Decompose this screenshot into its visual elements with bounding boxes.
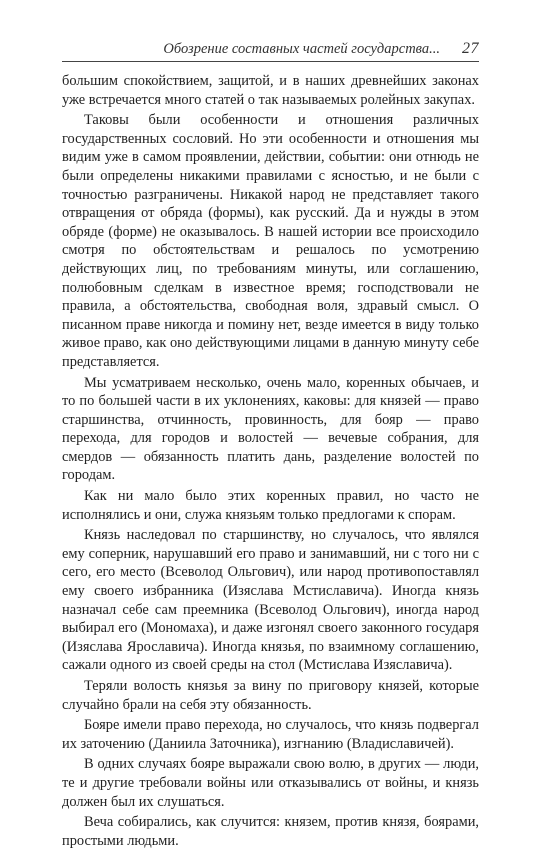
- paragraph-continued: большим спокойствием, защитой, и в наших древнейших законах уже встречается много статей о так называемых ролейных закупах.: [62, 73, 479, 108]
- paragraph: Веча собирались, как случится: князем, против князя, боярами, простыми людьми.: [62, 814, 479, 849]
- page-number: 27: [462, 40, 479, 57]
- running-header: [62, 40, 479, 62]
- paragraph: Как ни мало было этих коренных правил, но часто не исполнялись и они, служа князьям только предлогами к спорам.: [62, 488, 479, 523]
- paragraph: Князь наследовал по старшинству, но случалось, что являлся ему соперник, нарушавший его право и занимавший, ни с того ни с сего, его место (Всеволод Ольгович), или народ противопоставлял ему своего избранника (Изяслава Мстиславича). Иногда князь назначал себе сам преемника (Всеволод Ольгович), иногда народ выбирал его (Мономаха), и даже изгонял своего законного государя (Изяслава Ярославича). Иногда князья, по взаимному соглашению, сажали одного из своей среды на стол (Мстислава Изяславича).: [62, 527, 479, 674]
- paragraph: Бояре имели право перехода, но случалось, что князь подвергал их заточению (Даниила Заточника), изгнанию (Владиславичей).: [62, 717, 479, 752]
- paragraph: Теряли волость князья за вину по приговору князей, которые случайно брали на себя эту обязанность.: [62, 678, 479, 713]
- book-page: [62, 40, 479, 852]
- paragraph: Таковы были особенности и отношения различных государственных сословий. Но эти особенности и отношения мы видим уже в самом проявлении, действии, событии: они отнюдь не были определены никакими правилами с ясностью, и не были с точностью разграничены. Никакой народ не представляет такого отвращения от обряда (формы), как русский. Да и нужды в этом обряде (форме) не оказывалось. В нашей истории все происходило смотря по обстоятельствам и решалось по усмотрению действующих лиц, по требованиям минуты, или соглашению, полюбовным сделкам в известное время; господствовали не правила, а обстоятельства, свободная воля, здравый смысл. О писанном праве никогда и помину нет, везде имеется в виду только живое право, как оно действующими лицами в данную минуту себе представляется.: [62, 112, 479, 370]
- running-title: Обозрение составных частей государства...: [163, 41, 440, 57]
- paragraph: Мы усматриваем несколько, очень мало, коренных обычаев, и то по большей части в их уклонениях, каковы: для князей — право старшинства, отчинность, провинность, для бояр — право перехода, для городов и волостей — вечевые собрания, для смердов — обязанность платить дань, разделение волостей по городам.: [62, 374, 479, 484]
- body-text: [62, 72, 479, 850]
- paragraph: В одних случаях бояре выражали свою волю, в других — люди, те и другие требовали войны или отказывались от войны, и князь должен был их слушаться.: [62, 756, 479, 810]
